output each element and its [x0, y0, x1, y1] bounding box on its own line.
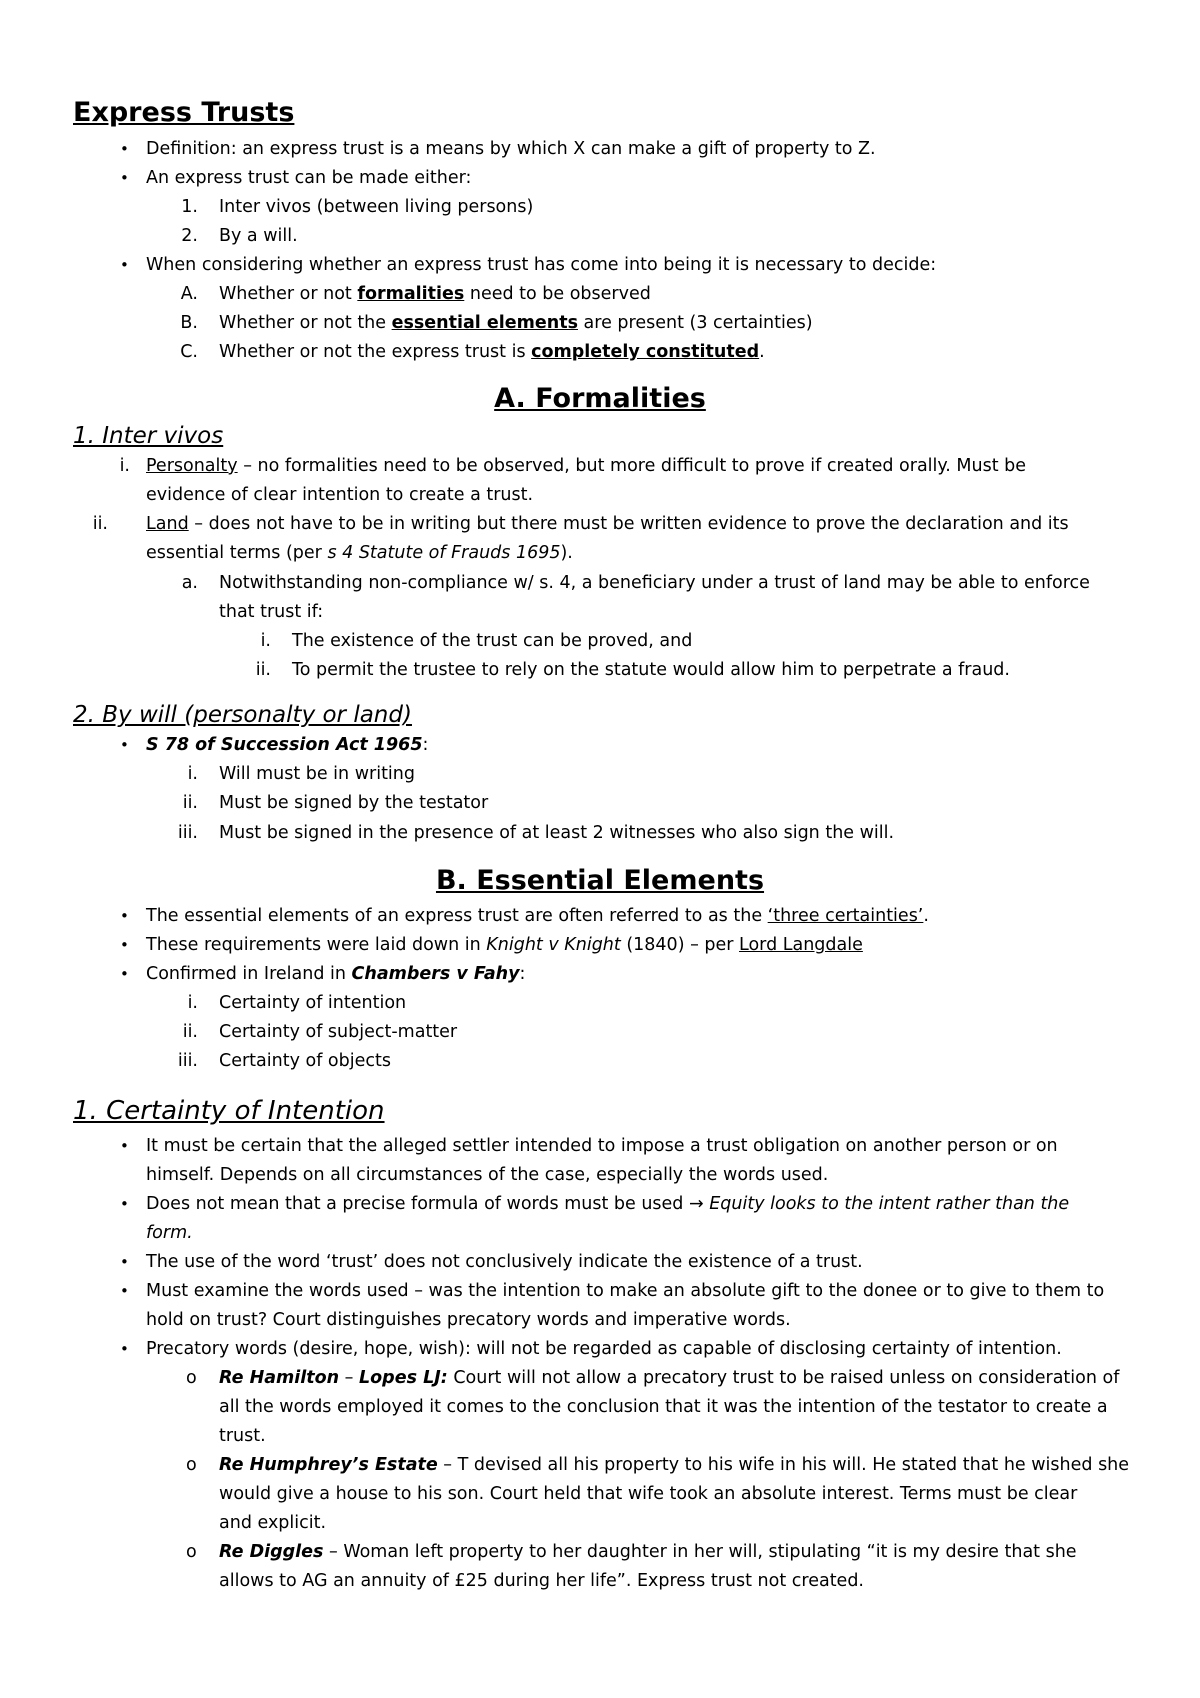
list-item: Notwithstanding non-compliance w/ s. 4, a beneficiary under a trust of land may be able to enforce [219, 573, 1090, 593]
list-numeral: i. [187, 764, 198, 784]
case-item-continued: all the words employed it comes to the conclusion that it was the intention of the testator to create a [219, 1397, 1108, 1417]
bullet-marker: • [120, 1282, 129, 1300]
list-numeral: i. [187, 993, 198, 1013]
list-item: To permit the trustee to rely on the statute would allow him to perpetrate a fraud. [292, 660, 1010, 680]
list-item-continued: that trust if: [219, 602, 324, 622]
list-numeral: iii. [177, 823, 198, 843]
list-numeral: iii. [177, 1051, 198, 1071]
list-item: Personalty – no formalities need to be observed, but more difficult to prove if created orally. Must be [146, 456, 1026, 476]
list-item-continued: himself. Depends on all circumstances of the case, especially the words used. [146, 1165, 829, 1185]
list-item: By a will. [219, 226, 298, 246]
list-item: When considering whether an express trust has come into being it is necessary to decide: [146, 255, 937, 275]
list-numeral: ii. [182, 793, 198, 813]
list-item: Precatory words (desire, hope, wish): will not be regarded as capable of disclosing certainty of intention. [146, 1339, 1062, 1359]
list-item: It must be certain that the alleged settler intended to impose a trust obligation on another person or on [146, 1136, 1058, 1156]
list-item-continued: evidence of clear intention to create a trust. [146, 485, 534, 505]
list-item: Certainty of intention [219, 993, 407, 1013]
list-item: The essential elements of an express trust are often referred to as the ‘three certainties’. [146, 906, 929, 926]
bullet-marker: • [120, 936, 129, 954]
list-numeral: ii. [255, 660, 271, 680]
list-item: Whether or not the essential elements are present (3 certainties) [219, 313, 813, 333]
list-item: Whether or not the express trust is completely constituted. [219, 342, 765, 362]
list-item: Certainty of objects [219, 1051, 391, 1071]
definition-text: Definition: an express trust is a means by which X can make a gift of property to Z. [146, 139, 876, 159]
case-item-continued: and explicit. [219, 1513, 327, 1533]
circle-bullet-marker: o [186, 1368, 197, 1388]
list-letter: B. [180, 313, 198, 333]
case-item: Re Hamilton – Lopes LJ: Court will not allow a precatory trust to be raised unless on consideration of [219, 1368, 1120, 1388]
bullet-marker: • [120, 1253, 129, 1271]
bullet-marker: • [120, 1340, 129, 1358]
list-numeral: i. [260, 631, 271, 651]
list-item: Land – does not have to be in writing but there must be written evidence to prove the declaration and its [146, 514, 1069, 534]
bullet-marker: • [120, 169, 129, 187]
list-item: Must examine the words used – was the intention to make an absolute gift to the donee or to give to them to [146, 1281, 1105, 1301]
list-item-continued: form. [146, 1223, 193, 1243]
case-item-continued: trust. [219, 1426, 266, 1446]
section-heading-formalities: A. Formalities [494, 383, 706, 414]
bullet-marker: • [120, 140, 129, 158]
case-item: Re Humphrey’s Estate – T devised all his property to his wife in his will. He stated that he wished she [219, 1455, 1130, 1475]
list-letter: a. [181, 573, 198, 593]
list-item: Must be signed in the presence of at least 2 witnesses who also sign the will. [219, 823, 895, 843]
case-item-continued: allows to AG an annuity of £25 during her life”. Express trust not created. [219, 1571, 864, 1591]
list-letter: C. [180, 342, 198, 362]
circle-bullet-marker: o [186, 1455, 197, 1475]
bullet-marker: • [120, 965, 129, 983]
list-item: Does not mean that a precise formula of words must be used → Equity looks to the intent rather than the [146, 1194, 1070, 1214]
list-item-continued: hold on trust? Court distinguishes precatory words and imperative words. [146, 1310, 791, 1330]
list-item: Confirmed in Ireland in Chambers v Fahy: [146, 964, 526, 984]
list-number: 1. [181, 197, 198, 217]
list-item: The existence of the trust can be proved, and [292, 631, 693, 651]
circle-bullet-marker: o [186, 1542, 197, 1562]
list-numeral: ii. [182, 1022, 198, 1042]
list-numeral: i. [119, 456, 130, 476]
list-item: Inter vivos (between living persons) [219, 197, 534, 217]
subheading-inter-vivos: 1. Inter vivos [73, 423, 224, 449]
section-heading-essential-elements: B. Essential Elements [435, 865, 765, 896]
list-item: Certainty of subject-matter [219, 1022, 458, 1042]
arrow-right-icon: → [688, 1194, 704, 1214]
bullet-marker: • [120, 907, 129, 925]
list-letter: A. [180, 284, 198, 304]
case-item: Re Diggles – Woman left property to her daughter in her will, stipulating “it is my desire that she [219, 1542, 1077, 1562]
bullet-marker: • [120, 256, 129, 274]
subheading-by-will: 2. By will (personalty or land) [73, 702, 412, 728]
bullet-marker: • [120, 736, 129, 754]
document-title: Express Trusts [73, 97, 295, 128]
list-item: Whether or not formalities need to be observed [219, 284, 651, 304]
bullet-marker: • [120, 1195, 129, 1213]
list-item-continued: essential terms (per s 4 Statute of Frauds 1695). [146, 543, 573, 563]
list-item: Will must be in writing [219, 764, 415, 784]
list-item: The use of the word ‘trust’ does not conclusively indicate the existence of a trust. [146, 1252, 863, 1272]
list-numeral: ii. [92, 514, 108, 534]
list-number: 2. [181, 226, 198, 246]
statute-reference: S 78 of Succession Act 1965: [146, 735, 429, 755]
case-item-continued: would give a house to his son. Court held that wife took an absolute interest. Terms must be clear [219, 1484, 1078, 1504]
list-item: An express trust can be made either: [146, 168, 472, 188]
list-item: These requirements were laid down in Knight v Knight (1840) – per Lord Langdale [146, 935, 863, 955]
bullet-marker: • [120, 1137, 129, 1155]
list-item: Must be signed by the testator [219, 793, 489, 813]
subheading-certainty-of-intention: 1. Certainty of Intention [73, 1096, 385, 1126]
